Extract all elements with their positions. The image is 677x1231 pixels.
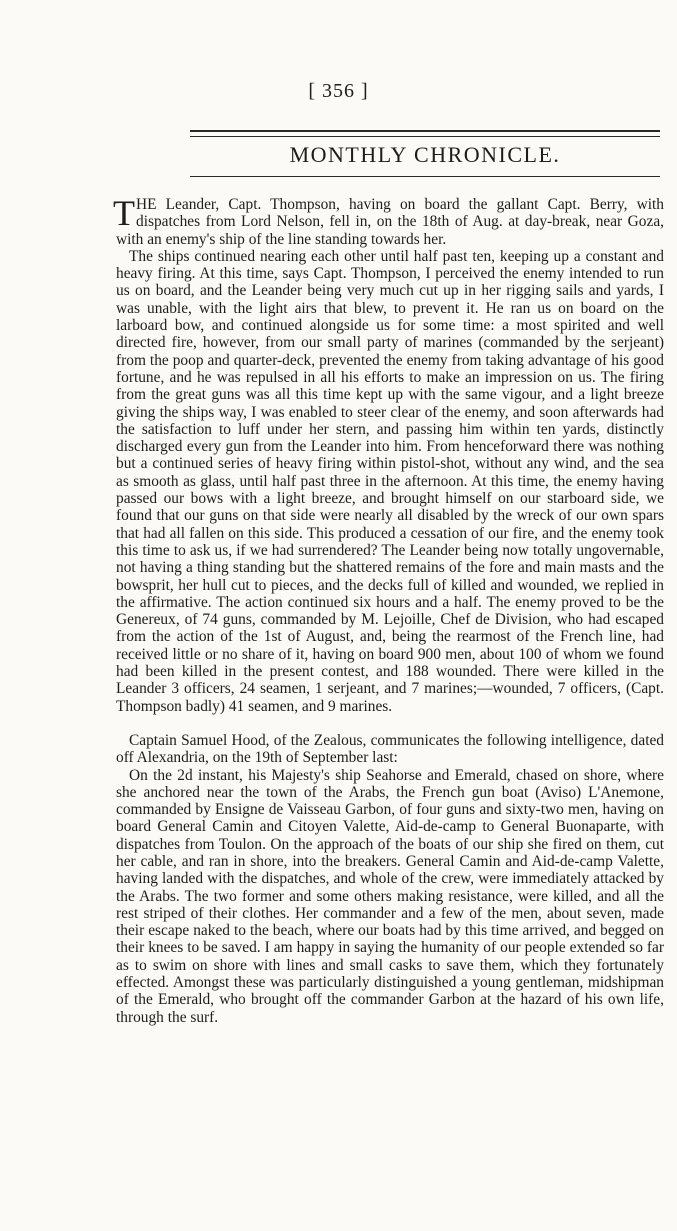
paragraph-leander-intro: [113, 193, 664, 248]
paragraph-text: HE Leander, Capt. Thompson, having on board the gallant Capt. Berry, with dispatches from Lord Nelson, fell in, on the 18th of Aug. at day-break, near Goza, with an enemy's ship of the line standing towards her.: [116, 196, 664, 248]
header-rule-thin: [190, 136, 660, 137]
paragraph-hood-report: On the 2d instant, his Majesty's ship Seahorse and Emerald, chased on shore, where she anchored near the town of the Arabs, the French gun boat (Aviso) L'Anemone, commanded by Ensigne de Vaisseau Garbon, of four guns and sixty-two men, having on board General Camin and Citoyen Valette, Aid-de-camp to General Buonaparte, with dispatches from Toulon. On the approach of the boats of our ship she fired on them, cut her cable, and ran in shore, into the breakers. General Camin and Aid-de-camp Valette, having landed with the dispatches, and whole of the crew, were immediately attacked by the Arabs. The two former and some others making resistance, were killed, and all the rest striped of their clothes. Her commander and a few of the men, about seven, made their escape naked to the beach, where our boats had by this time arrived, and begged on their knees to be saved. I am happy in saying the humanity of our people extended so far as to swim on shore with lines and small casks to save them, which they fortunately effected. Amongst these was particularly distinguished a young gentleman, midshipman of the Emerald, who brought off the commander Garbon at the hazard of his own life, through the surf.: [116, 766, 664, 1026]
article-body: [113, 193, 664, 1026]
section-title: MONTHLY CHRONICLE.: [289, 142, 561, 167]
paragraph-leander-action: The ships continued nearing each other until half past ten, keeping up a constant and heavy firing. At this time, says Capt. Thompson, I perceived the enemy intended to run us on board, and the Leander being very much cut up in her rigging sails and yards, I was unable, with the light airs that blew, to prevent it. He ran us on board on the larboard bow, and continued alongside us for some time: a most spirited and well directed fire, however, from our small party of marines (commanded by the serjeant) from the poop and quarter-deck, prevented the enemy from taking advantage of his good fortune, and he was repulsed in all his efforts to make an impression on us. The firing from the great guns was all this time kept up with the same vigour, and a light breeze giving the ships way, I was enabled to steer clear of the enemy, and soon afterwards had the satisfaction to luff under her stern, and passing him within ten yards, distinctly discharged every gun from the Leander into him. From henceforward there was nothing but a continued series of heavy firing within pistol-shot, without any wind, and the sea as smooth as glass, until half past three in the afternoon. At this time, the enemy having passed our bows with a light breeze, and brought himself on our starboard side, we found that our guns on that side were nearly all disabled by the wreck of our own spars that had all fallen on this side. This produced a cessation of our fire, and the enemy took this time to ask us, if we had surrendered? The Leander being now totally ungovernable, not having a thing standing but the shattered remains of the fore and main masts and the bowsprit, her hull cut to pieces, and the decks full of killed and wounded, we replied in the affirmative. The action continued six hours and a half. The enemy proved to be the Genereux, of 74 guns, commanded by M. Lejoille, Chef de Division, who had escaped from the action of the 1st of August, and, being the rearmost of the French line, had received little or no share of it, having on board 900 men, about 100 of whom we found had been killed in the present contest, and 188 wounded. There were killed in the Leander 3 officers, 24 seamen, 1 serjeant, and 7 marines;—wounded, 7 officers, (Capt. Thompson badly) 41 seamen, and 9 marines.: [116, 247, 664, 715]
header-rule: [190, 130, 660, 132]
drop-cap: T: [113, 193, 135, 233]
paragraph-hood-intro: Captain Samuel Hood, of the Zealous, communicates the following intelligence, dated off Alexandria, on the 19th of September last:: [116, 731, 664, 767]
page-number: [ 356 ]: [308, 80, 369, 102]
title-rule: [190, 176, 660, 177]
